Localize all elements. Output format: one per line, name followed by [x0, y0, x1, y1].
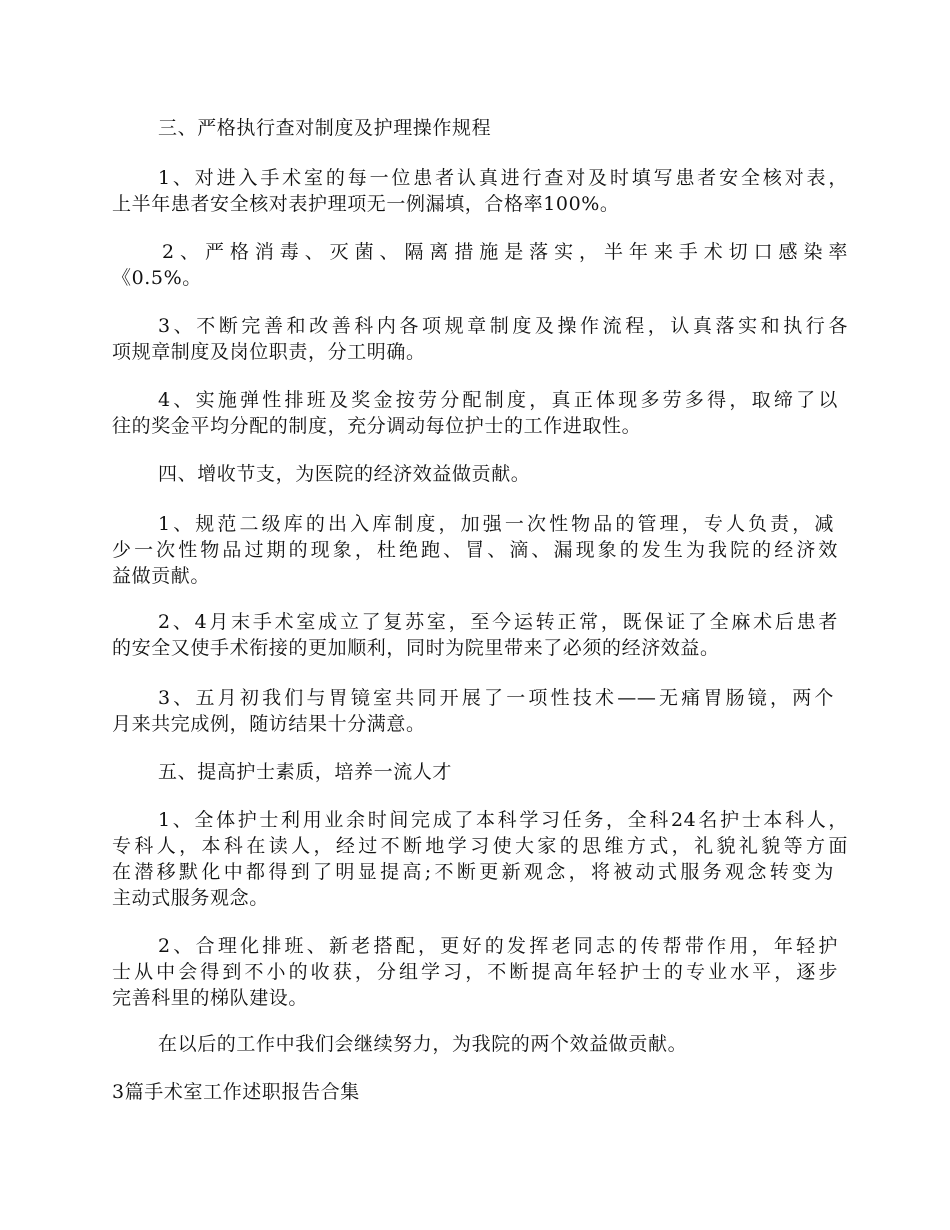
- paragraph-line: 的安全又使手术衔接的更加顺利，同时为院里带来了必须的经济效益。: [112, 637, 720, 659]
- paragraph-line: 项规章制度及岗位职责，分工明确。: [112, 341, 426, 363]
- paragraph-line: 3、五月初我们与胃镜室共同开展了一项性技术——无痛胃肠镜，两个: [158, 687, 834, 709]
- section-heading-5: 五、提高护士素质，培养一流人才: [158, 761, 453, 783]
- paragraph-line: 1、对进入手术室的每一位患者认真进行查对及时填写患者安全核对表，: [158, 167, 848, 189]
- paragraph-line: 益做贡献。: [112, 565, 211, 587]
- paragraph-line: 主动式服务观念。: [112, 887, 269, 909]
- paragraph-line: 2、严格消毒、灭菌、隔离措施是落实，半年来手术切口感染率: [162, 241, 848, 263]
- section-heading-3: 三、严格执行查对制度及护理操作规程: [158, 117, 492, 139]
- paragraph-line: 士从中会得到不小的收获，分组学习，不断提高年轻护士的专业水平，逐步: [112, 961, 838, 983]
- paragraph-line: 月来共完成例，随访结果十分满意。: [112, 713, 426, 735]
- section-heading-4: 四、增收节支，为医院的经济效益做贡献。: [158, 463, 531, 485]
- paragraph-line: 专科人，本科在读人，经过不断地学习使大家的思维方式，礼貌礼貌等方面: [112, 835, 848, 857]
- paragraph-line: 往的奖金平均分配的制度，充分调动每位护士的工作进取性。: [112, 415, 642, 437]
- paragraph-line: 《0.5%。: [112, 267, 202, 289]
- paragraph-line: 在潜移默化中都得到了明显提高;不断更新观念，将被动式服务观念转变为: [112, 861, 834, 883]
- paragraph-line: 上半年患者安全核对表护理项无一例漏填，合格率100%。: [112, 193, 620, 215]
- paragraph-line: 2、合理化排班、新老搭配，更好的发挥老同志的传帮带作用，年轻护: [158, 935, 838, 957]
- paragraph-line: 1、规范二级库的出入库制度，加强一次性物品的管理，专人负责，减: [158, 513, 834, 535]
- paragraph-line: 1、全体护士利用业余时间完成了本科学习任务，全科24名护士本科人，: [158, 809, 848, 831]
- paragraph-line: 完善科里的梯队建设。: [112, 987, 309, 1009]
- paragraph-line: 2、4月末手术室成立了复苏室，至今运转正常，既保证了全麻术后患者: [158, 611, 838, 633]
- paragraph-line: 少一次性物品过期的现象，杜绝跑、冒、滴、漏现象的发生为我院的经济效: [112, 539, 838, 561]
- paragraph-line: 4、实施弹性排班及奖金按劳分配制度，真正体现多劳多得，取缔了以: [158, 389, 838, 411]
- closing-sentence: 在以后的工作中我们会继续努力，为我院的两个效益做贡献。: [158, 1033, 688, 1055]
- paragraph-line: 3、不断完善和改善科内各项规章制度及操作流程，认真落实和执行各: [158, 315, 848, 337]
- document-footer-title: 3篇手术室工作述职报告合集: [112, 1081, 360, 1103]
